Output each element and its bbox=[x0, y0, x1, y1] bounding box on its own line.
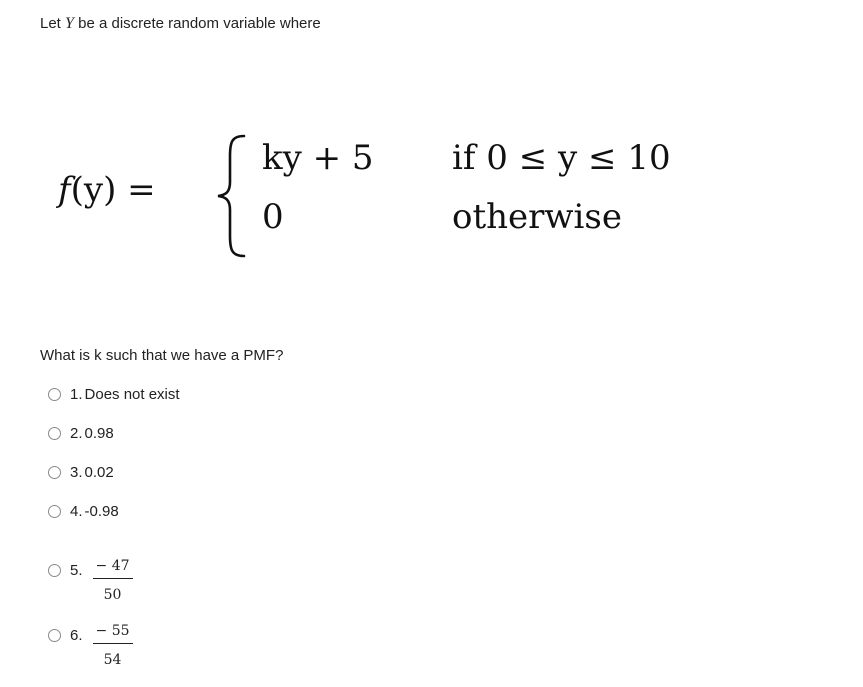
formula-equals: = bbox=[127, 170, 156, 210]
intro-before: Let bbox=[40, 15, 61, 32]
option-text: Does not exist bbox=[84, 386, 180, 403]
option-4[interactable] bbox=[48, 503, 119, 520]
question-text: What is k such that we have a PMF? bbox=[40, 347, 284, 364]
option-number: 3. bbox=[70, 464, 83, 481]
option-1[interactable] bbox=[48, 386, 180, 403]
option-5[interactable] bbox=[48, 538, 133, 603]
option-text: -0.98 bbox=[84, 503, 119, 520]
fraction-denominator: 50 bbox=[103, 587, 122, 603]
option-fraction bbox=[93, 623, 133, 668]
radio-button[interactable] bbox=[48, 388, 61, 401]
formula-lhs bbox=[58, 170, 156, 210]
option-text: 0.02 bbox=[84, 464, 114, 481]
left-brace bbox=[212, 132, 252, 260]
option-text: 0.98 bbox=[84, 425, 114, 442]
intro-variable: Y bbox=[65, 15, 74, 32]
option-number: 6. bbox=[70, 627, 83, 644]
case2-condition: otherwise bbox=[452, 197, 622, 237]
case1-expression: ky + 5 bbox=[262, 138, 374, 178]
intro-after: be a discrete random variable where bbox=[78, 15, 321, 32]
fraction-numerator: − 55 bbox=[93, 623, 133, 644]
intro-text bbox=[40, 15, 321, 33]
radio-button[interactable] bbox=[48, 427, 61, 440]
case1-condition: if 0 ≤ y ≤ 10 bbox=[452, 138, 671, 178]
option-number: 2. bbox=[70, 425, 83, 442]
option-6[interactable] bbox=[48, 603, 133, 668]
radio-button[interactable] bbox=[48, 466, 61, 479]
formula-function: f bbox=[58, 170, 71, 210]
radio-button[interactable] bbox=[48, 505, 61, 518]
option-fraction bbox=[93, 558, 133, 603]
option-number: 1. bbox=[70, 386, 83, 403]
fraction-denominator: 54 bbox=[103, 652, 122, 668]
option-2[interactable] bbox=[48, 425, 114, 442]
case2-expression: 0 bbox=[262, 197, 284, 237]
formula-argument: (y) bbox=[70, 170, 117, 210]
option-number: 5. bbox=[70, 562, 83, 579]
option-3[interactable] bbox=[48, 464, 114, 481]
fraction-numerator: − 47 bbox=[93, 558, 133, 579]
radio-button[interactable] bbox=[48, 564, 61, 577]
option-number: 4. bbox=[70, 503, 83, 520]
radio-button[interactable] bbox=[48, 629, 61, 642]
